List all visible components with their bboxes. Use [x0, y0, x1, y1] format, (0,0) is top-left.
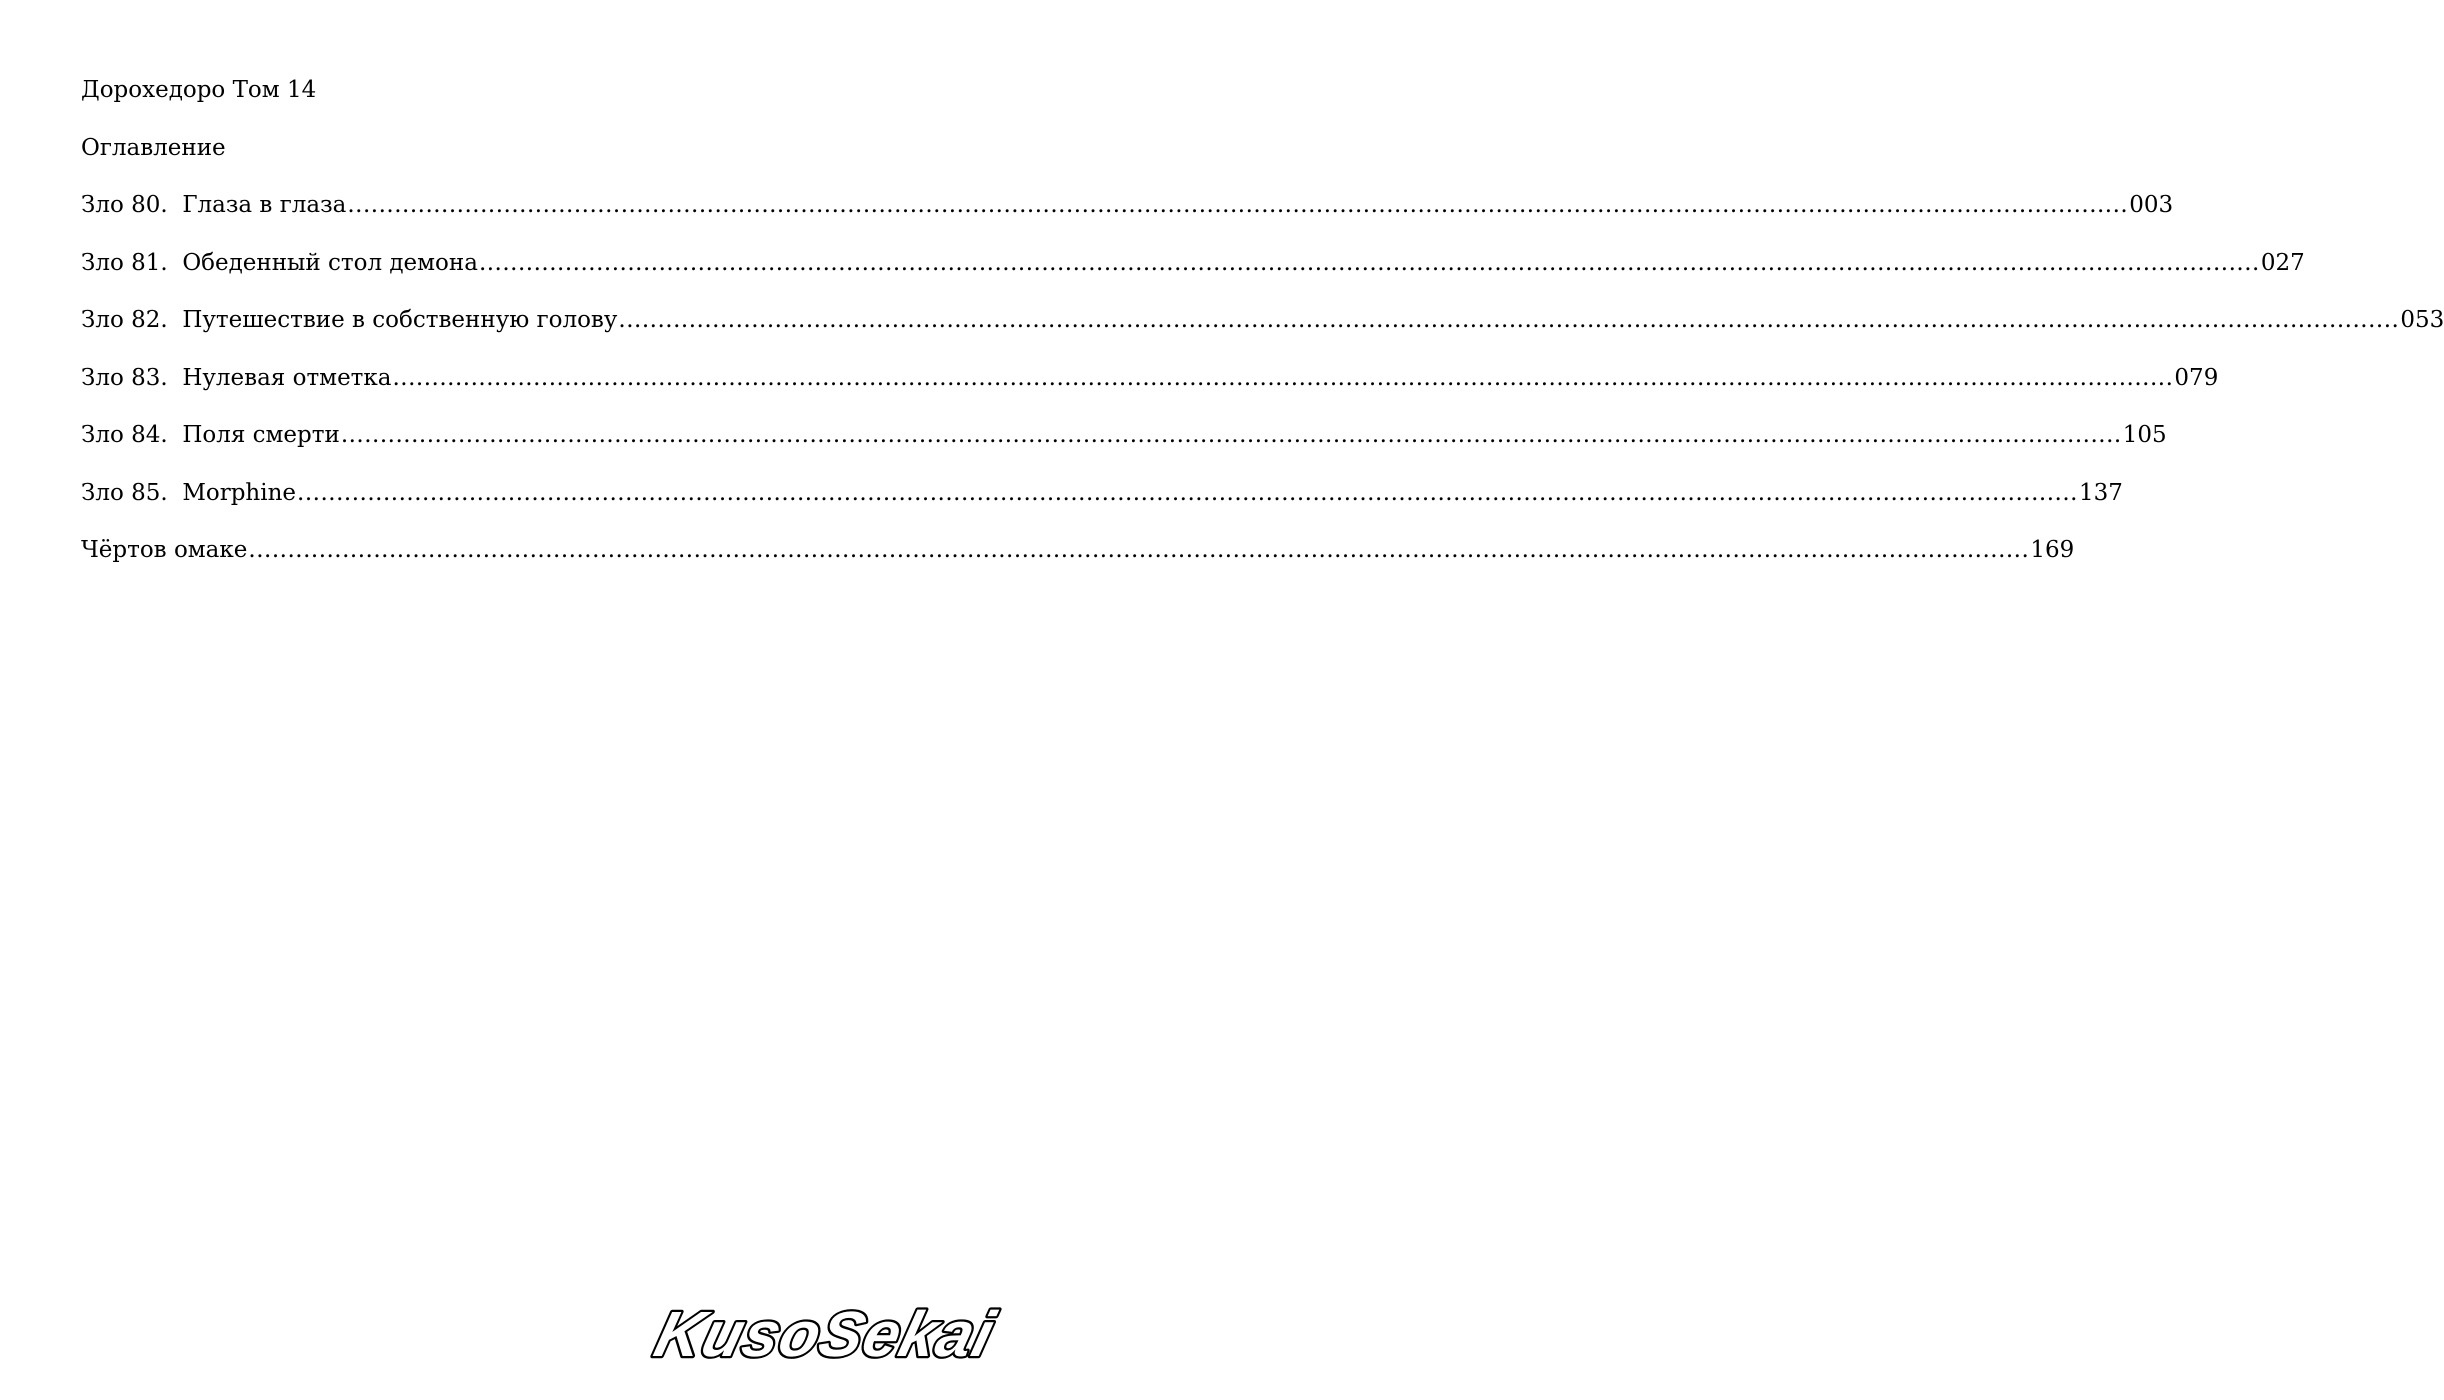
dot-leader — [347, 189, 2128, 221]
dot-leader — [479, 247, 2260, 279]
toc-entry-omake — [81, 534, 2075, 592]
svg-text:KusoSekai: KusoSekai — [648, 1297, 1003, 1370]
dot-leader — [297, 477, 2078, 509]
entry-title: Чёртов омаке — [81, 537, 248, 563]
toc-heading: Оглавление — [81, 135, 226, 161]
entry-page: 003 — [2129, 192, 2174, 218]
entry-number: Зло 82. — [81, 307, 168, 333]
toc-entry-81 — [81, 247, 2305, 305]
toc-entry-80 — [81, 189, 2174, 247]
entry-page: 079 — [2174, 364, 2219, 391]
toc-list — [81, 189, 2444, 592]
entry-number: Зло 80. — [81, 192, 168, 218]
toc-entry-85 — [81, 477, 2123, 535]
kusosekai-logo-icon — [640, 1290, 1003, 1376]
entry-page: 137 — [2078, 479, 2123, 506]
book-title: Дорохедоро Том 14 — [81, 77, 317, 103]
entry-title: Нулевая отметка — [182, 364, 392, 391]
entry-number: Зло 84. — [81, 422, 168, 448]
entry-title: Обеденный стол демона — [182, 249, 478, 276]
dot-leader — [248, 534, 2029, 566]
entry-number: Зло 83. — [81, 364, 168, 391]
toc-entry-82 — [81, 304, 2444, 362]
dot-leader — [393, 362, 2174, 394]
dot-leader — [618, 304, 2399, 336]
entry-title: Morphine — [182, 479, 297, 506]
entry-page: 053 — [2400, 307, 2444, 333]
toc-entry-83 — [81, 362, 2219, 420]
entry-page: 027 — [2260, 249, 2305, 276]
entry-title: Путешествие в собственную голову — [182, 307, 618, 333]
entry-page: 169 — [2030, 537, 2075, 563]
toc-entry-84 — [81, 419, 2167, 477]
entry-page: 105 — [2122, 422, 2167, 448]
entry-number: Зло 85. — [81, 479, 168, 506]
dot-leader — [341, 419, 2122, 451]
entry-number: Зло 81. — [81, 249, 168, 276]
entry-title: Поля смерти — [182, 422, 340, 448]
entry-title: Глаза в глаза — [182, 192, 347, 218]
